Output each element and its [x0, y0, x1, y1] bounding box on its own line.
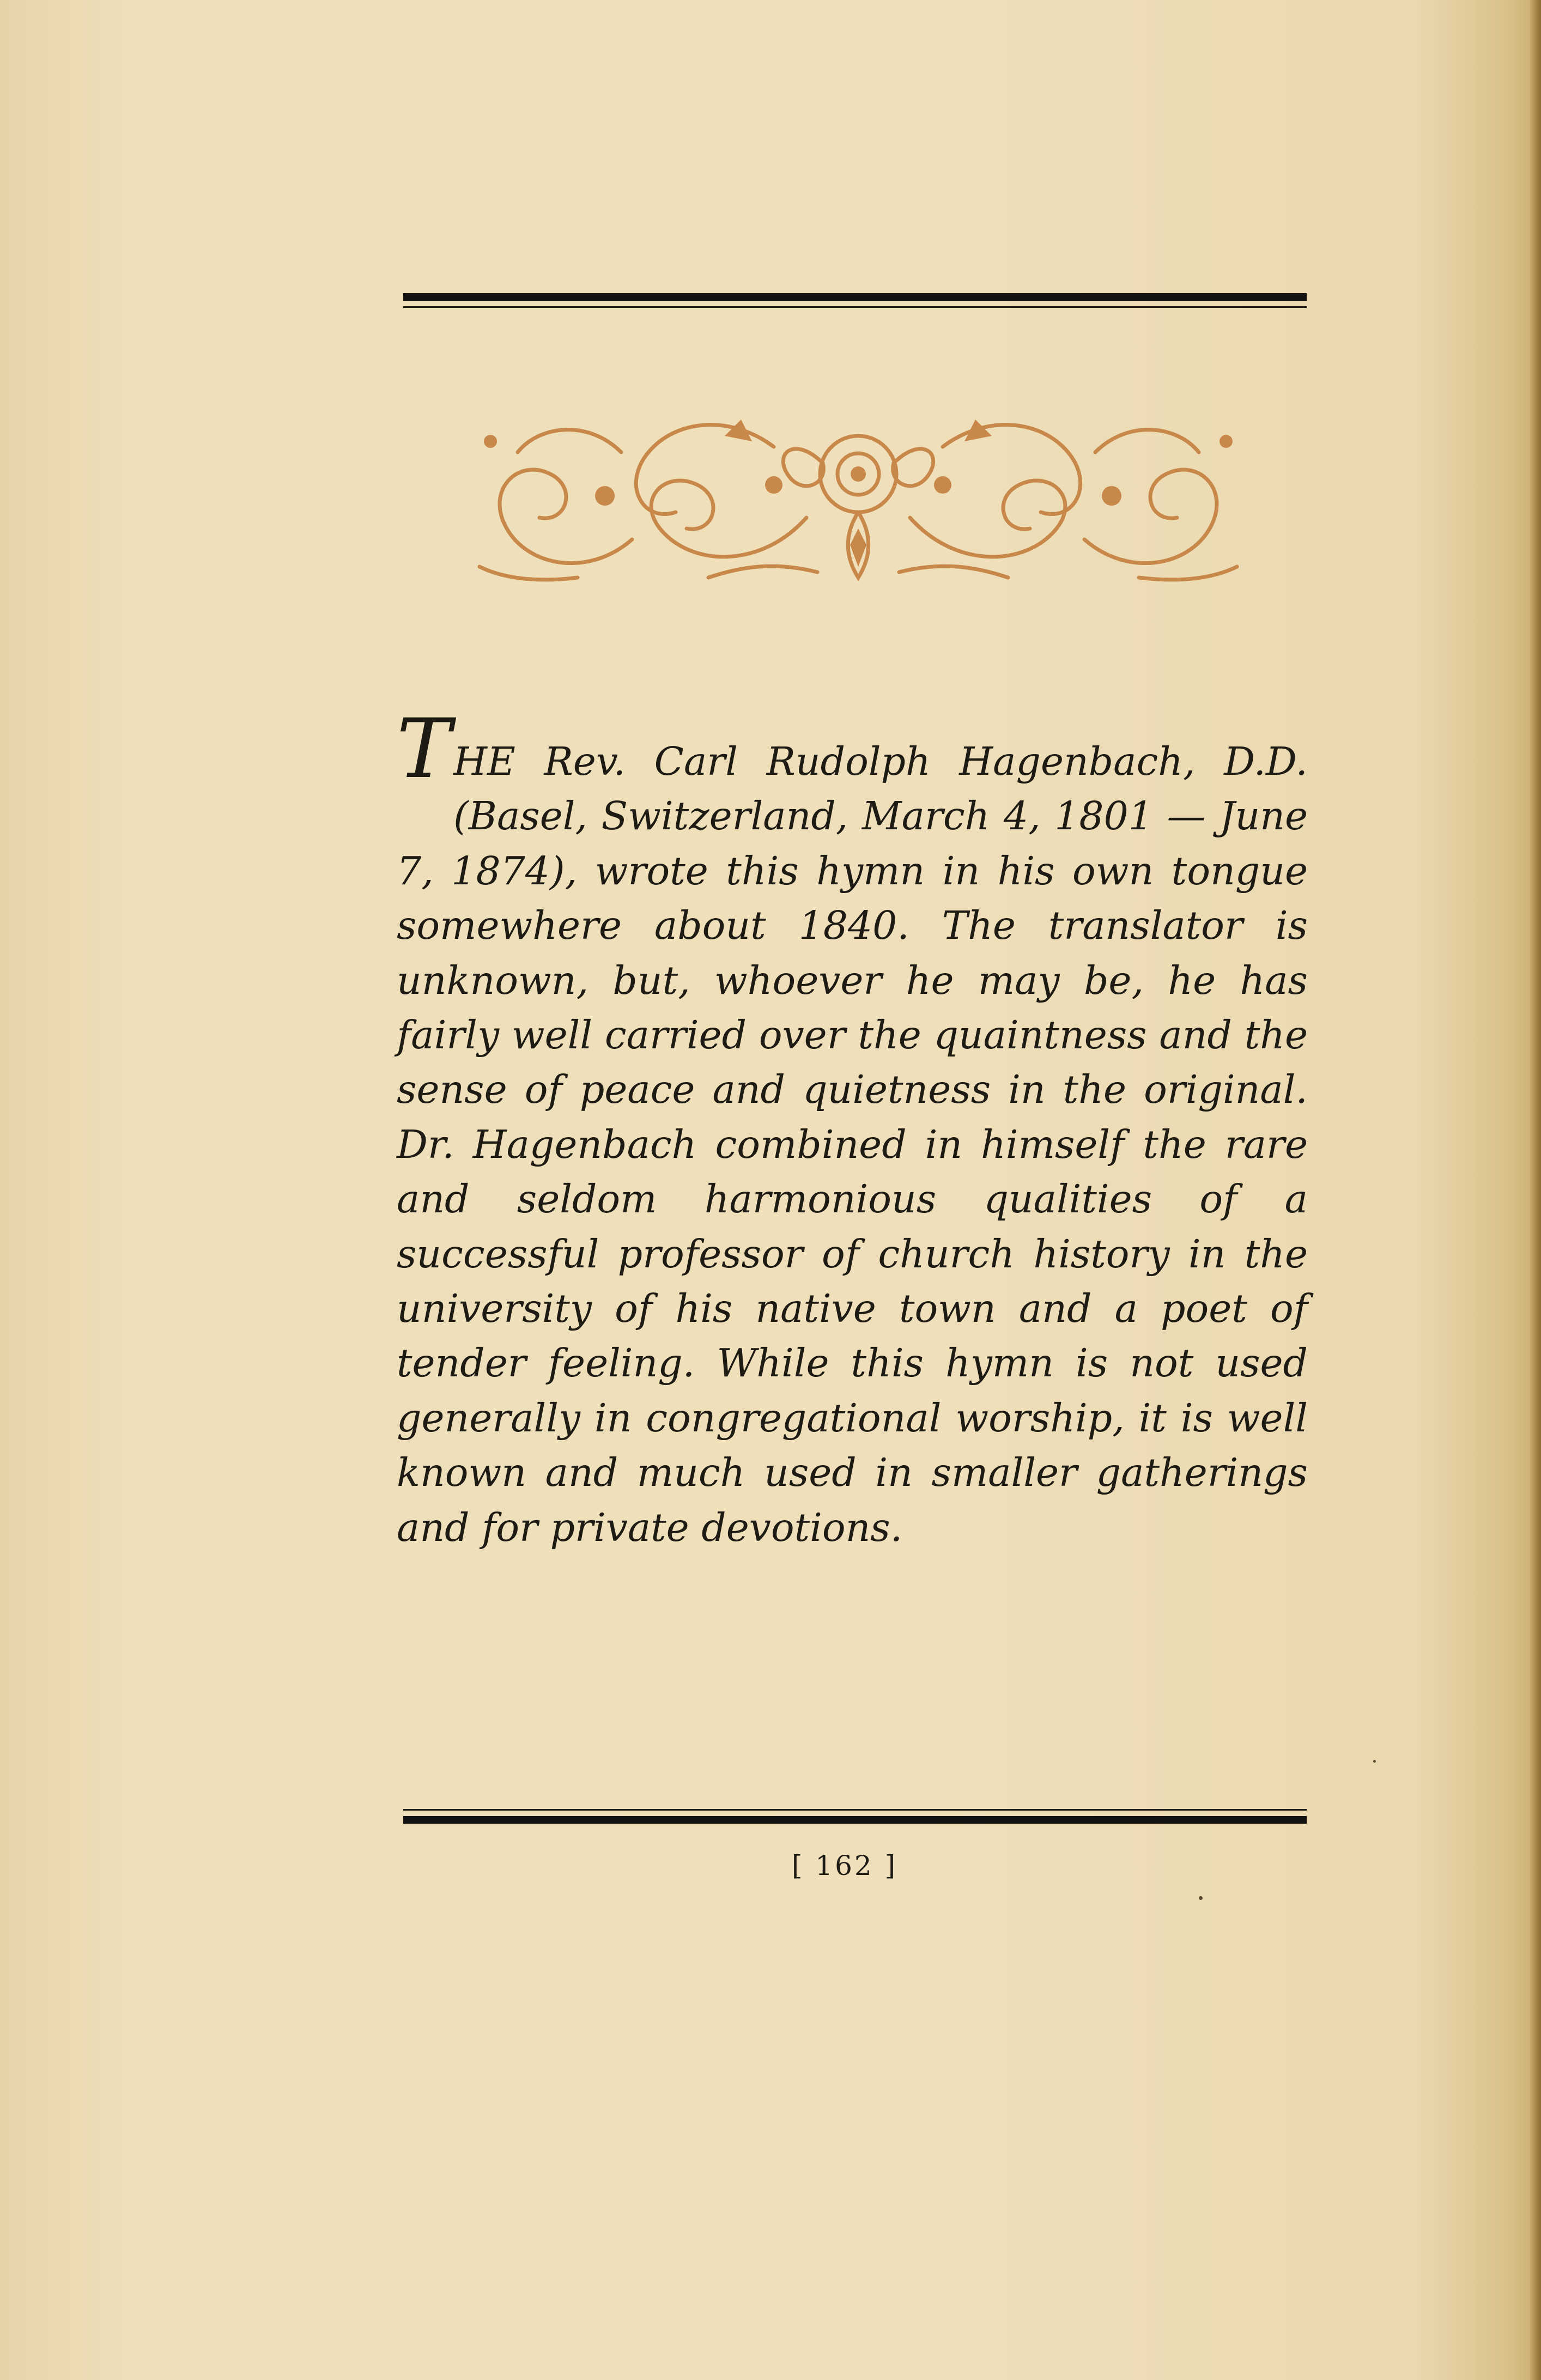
top-double-rule: [403, 293, 1307, 308]
first-line-text: HE Rev. Carl Rudolph Hagenbach, D.D.: [453, 739, 1308, 784]
paper-speck: [1199, 1896, 1203, 1900]
page-edge-shadow: [1530, 0, 1541, 2380]
paper-speck: [1373, 1760, 1376, 1763]
drop-cap: T: [397, 702, 452, 797]
page-number: [763, 1850, 926, 1881]
scrollwork-ornament-icon: [469, 403, 1248, 588]
folio-bracket-close: ]: [884, 1850, 898, 1881]
folio-bracket-open: [: [791, 1850, 805, 1881]
commentary-paragraph: [397, 702, 1308, 1555]
bottom-double-rule: [403, 1809, 1307, 1824]
paragraph-text: (Basel, Switzerland, March 4, 1801 — June 7, 1874), wrote this hymn in his own tongue somewhere about 1840. The translator is unknown, but, whoever he may be, he has fairly well carried over the quaintness and the sense of peace and quietness in the original. Dr. Hagenbach combined in himself the rare and seldom harmonious qualities of a successful professor of church history in the university of his native town and a poet of tender feeling. While this hymn is not used generally in congregational worship, it is well known and much used in smaller gatherings and for private devotions.: [397, 793, 1308, 1550]
folio-number: 162: [815, 1850, 874, 1881]
